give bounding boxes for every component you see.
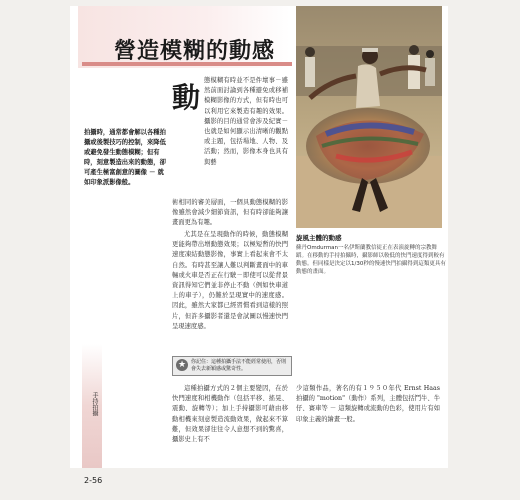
section-side-tab-label: 手持拍攝 — [91, 392, 98, 416]
drop-cap: 動 — [172, 81, 201, 114]
body-paragraph-1-continued: 術相同的審美層面，一個具動態模糊的影像雖然會減少細節資訊，但有時卻能夠讓畫面更為有趣。 — [172, 199, 288, 227]
page-title: 營造模糊的動感 — [114, 39, 276, 64]
photo-caption-title: 旋風主體的動感 — [296, 234, 342, 242]
body-paragraph-1: 態模糊有時並不是件壞事－雖然前面討論到各種避免或移補模糊影像的方式，但有時也可以利用它來製造有趣的效果。攝影的目的通常會涉及紀實－也就是如何顯示出清晰的觀點或主題，包括場地、人物、及活動；然而，影像本身也具有與藝 — [204, 77, 288, 166]
tip-note-text: 你記住：這種拍攝手法不能經常使用，否則會失去新穎感或驚奇性。 — [191, 359, 287, 372]
tip-note — [172, 356, 292, 376]
photo-caption-text: 蘇丹Omdurman一名伊斯蘭教信徒正在表演旋轉的宗教舞蹈。在移動的手持拍攝時，攝影師以較低的快門速度得到較有動態。但同樣是決定以1/30秒的慢速快門拍攝得到這類更具有動態的畫面。 — [296, 245, 446, 275]
body-paragraph-3: 這種拍攝方式的２個主要變因，在於快門速度和相機動作（包括平移、搖晃、震動、旋轉等）；加上手持攝影可藉由移動相機來刻意製造流動效果，做起來不算難，但效果卻往往令人意想不到的驚喜，攝影史上有不 — [172, 385, 288, 444]
star-icon: ★ — [177, 360, 187, 370]
body-paragraph-4: 少這類作品，著名的有１９５０年代 Ernst Haas 拍攝的 "motion"（動作）系列，主體包括鬥牛、牛仔、賽車等 － 這類旋轉或流動的色彩，使用片有如印象主義的繪畫一般。 — [296, 385, 440, 423]
page-number: 2-56 — [84, 476, 103, 485]
column-gutter — [290, 6, 292, 468]
pull-quote: 拍攝時，通常都會解以各種拍攝或後製技巧的控制，來降低或避免發生動態模糊；但有時，刻意製造出來的動態，卻可產生極富創意的圖像 － 就如印象派影像般。 — [84, 129, 166, 186]
body-paragraph-2: 尤其是在呈現動作的時候，動態模糊更能夠帶出增動態效果；以極短暫的快門速度凍結動態影像，事實上看起來會不太自然。有時甚至讓人難以判斷畫面中的車輛或火車是否正在行駛－即使可以從背景資訊得知它們並非停止不動（例如快車道上的車子），仍難於呈現實中的速度感。因此，雖然大家都已經習慣看到這樣的照片，但許多攝影者還是會試圖以慢速快門呈現速度感。 — [172, 231, 288, 330]
photo-caption — [296, 234, 446, 276]
dancer-photo — [296, 6, 442, 228]
